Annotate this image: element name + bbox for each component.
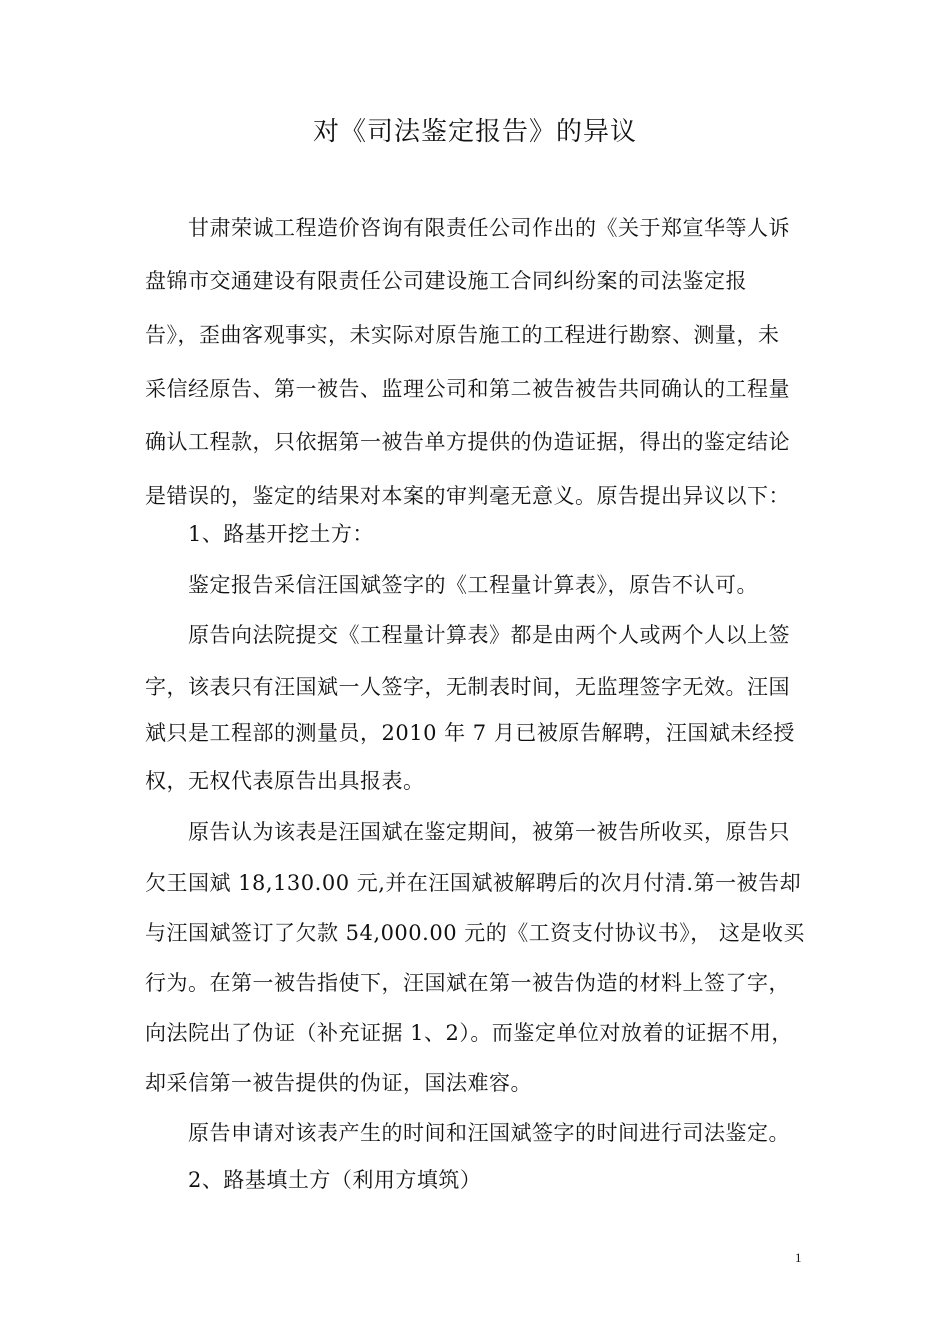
body-line: 与汪国斌签订了欠款 54,000.00 元的《工资支付协议书》， 这是收买: [145, 921, 805, 945]
body-line: 鉴定报告采信汪国斌签字的《工程量计算表》，原告不认可。: [145, 573, 758, 597]
page-number: 1: [795, 1250, 802, 1265]
body-line: 盘锦市交通建设有限责任公司建设施工合同纠纷案的司法鉴定报: [145, 269, 747, 293]
body-line: 原告认为该表是汪国斌在鉴定期间，被第一被告所收买，原告只: [145, 820, 790, 844]
body-line: 采信经原告、第一被告、监理公司和第二被告被告共同确认的工程量: [145, 377, 790, 401]
body-line: 字，该表只有汪国斌一人签字，无制表时间，无监理签字无效。汪国: [145, 675, 790, 699]
section-heading: 2、路基填土方（利用方填筑）: [145, 1168, 482, 1192]
body-line: 确认工程款，只依据第一被告单方提供的伪造证据，得出的鉴定结论: [145, 430, 790, 454]
body-line: 权，无权代表原告出具报表。: [145, 769, 425, 793]
section-heading: 1、路基开挖土方：: [145, 522, 374, 546]
body-line: 向法院出了伪证（补充证据 1、2）。而鉴定单位对放着的证据不用，: [145, 1021, 793, 1045]
body-line: 斌只是工程部的测量员，2010 年 7 月已被原告解聘，汪国斌未经授: [145, 721, 795, 745]
body-line: 告》，歪曲客观事实，未实际对原告施工的工程进行勘察、测量，未: [145, 323, 780, 347]
body-line: 欠王国斌 18,130.00 元,并在汪国斌被解聘后的次月付清.第一被告却: [145, 871, 802, 895]
body-line: 行为。在第一被告指使下，汪国斌在第一被告伪造的材料上签了字，: [145, 971, 790, 995]
document-title: 对《司法鉴定报告》的异议: [312, 117, 637, 147]
body-line: 原告申请对该表产生的时间和汪国斌签字的时间进行司法鉴定。: [145, 1121, 790, 1145]
body-line: 却采信第一被告提供的伪证，国法难容。: [145, 1071, 532, 1095]
body-line: 甘肃荣诚工程造价咨询有限责任公司作出的《关于郑宣华等人诉: [145, 216, 790, 240]
body-line: 是错误的，鉴定的结果对本案的审判毫无意义。原告提出异议以下：: [145, 484, 790, 508]
body-line: 原告向法院提交《工程量计算表》都是由两个人或两个人以上签: [145, 623, 790, 647]
